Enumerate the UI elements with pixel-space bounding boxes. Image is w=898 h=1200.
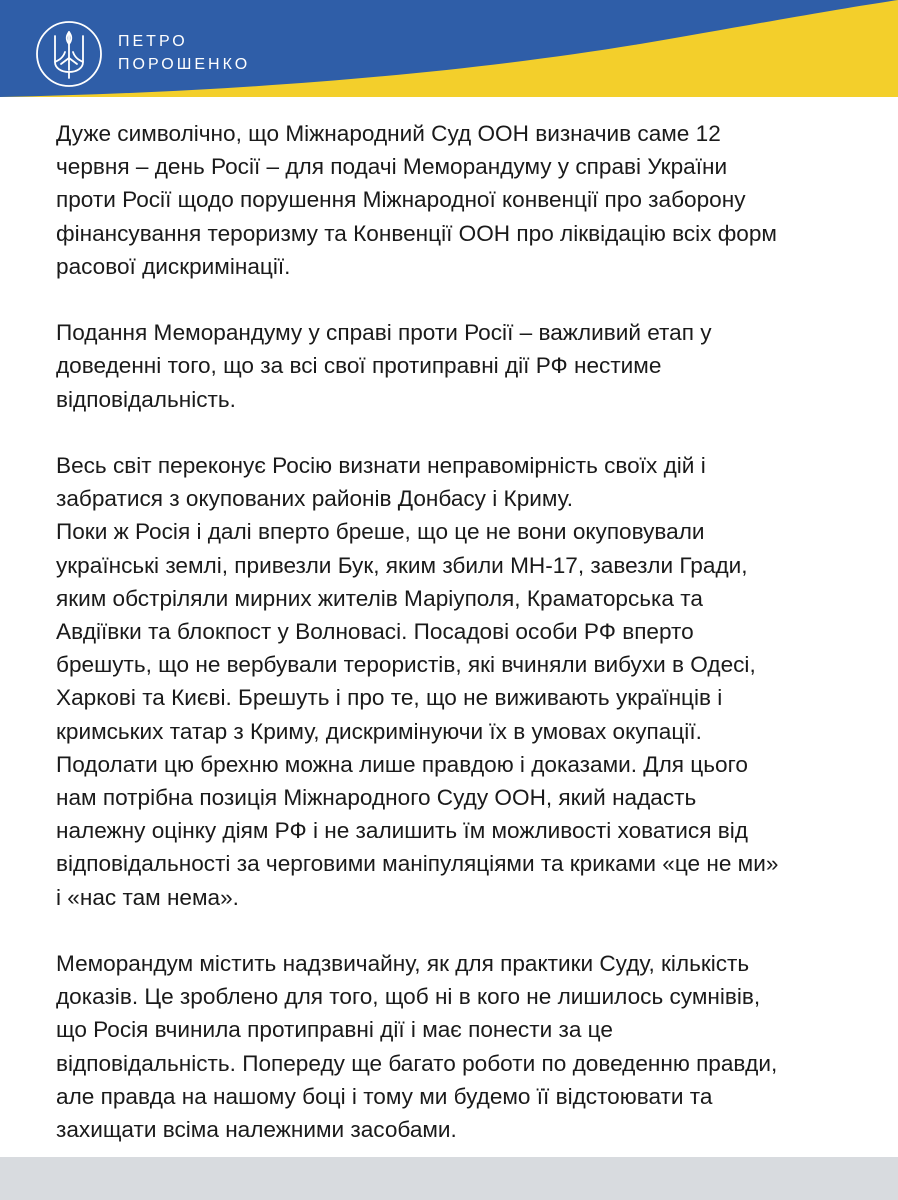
brand-name <box>118 30 250 76</box>
paragraph-1: Дуже символічно, що Міжнародний Суд ООН визначив саме 12 червня – день Росії – для подачі Меморандуму у справі України проти Росії щодо порушення Міжнародної конвенції про заборону фінансування тероризму та Конвенції ООН про ліквідацію всіх форм расової дискримінації. <box>56 121 777 279</box>
statement-text <box>56 117 856 1179</box>
footer-bar <box>0 1157 898 1200</box>
paragraph-2: Подання Меморандуму у справі проти Росії – важливий етап у доведенні того, що за всі свої протиправні дії РФ нестиме відповідальність. <box>56 320 712 412</box>
brand-last-name: ПОРОШЕНКО <box>118 56 251 73</box>
brand-first-name: ПЕТРО <box>118 33 188 50</box>
paragraph-4: Меморандум містить надзвичайну, як для практики Суду, кількість доказів. Це зроблено для того, щоб ні в кого не лишилось сумнівів, що Росія вчинила протиправні дії і має понести за це відповідальність. Попереду ще багато роботи по доведенню правди, але правда на нашому боці і тому ми будемо її відстоювати та захищати всіма належними засобами. <box>56 951 778 1143</box>
header-banner <box>0 0 898 97</box>
trident-icon <box>35 20 103 88</box>
paragraph-3: Весь світ переконує Росію визнати неправомірність своїх дій і забратися з окупованих районів Донбасу і Криму. Поки ж Росія і далі вперто бреше, що це не вони окуповували українські землі, привезли Бук, яким збили МН-17, завезли Гради, яким обстріляли мирних жителів Маріуполя, Краматорська та Авдіївки та блокпост у Волновасі. Посадові особи РФ вперто брешуть, що не вербували терористів, які вчиняли вибухи в Одесі, Харкові та Києві. Брешуть і про те, що не виживають українців і кримських татар з Криму, дискримінуючи їх в умовах окупації. Подолати цю брехню можна лише правдою і доказами. Для цього нам потрібна позиція Міжнародного Суду ООН, який надасть належну оцінку діям РФ і не залишить їм можливості ховатися від відповідальності за черговими маніпуляціями та криками «це не ми» і «нас там нема». <box>56 453 779 910</box>
